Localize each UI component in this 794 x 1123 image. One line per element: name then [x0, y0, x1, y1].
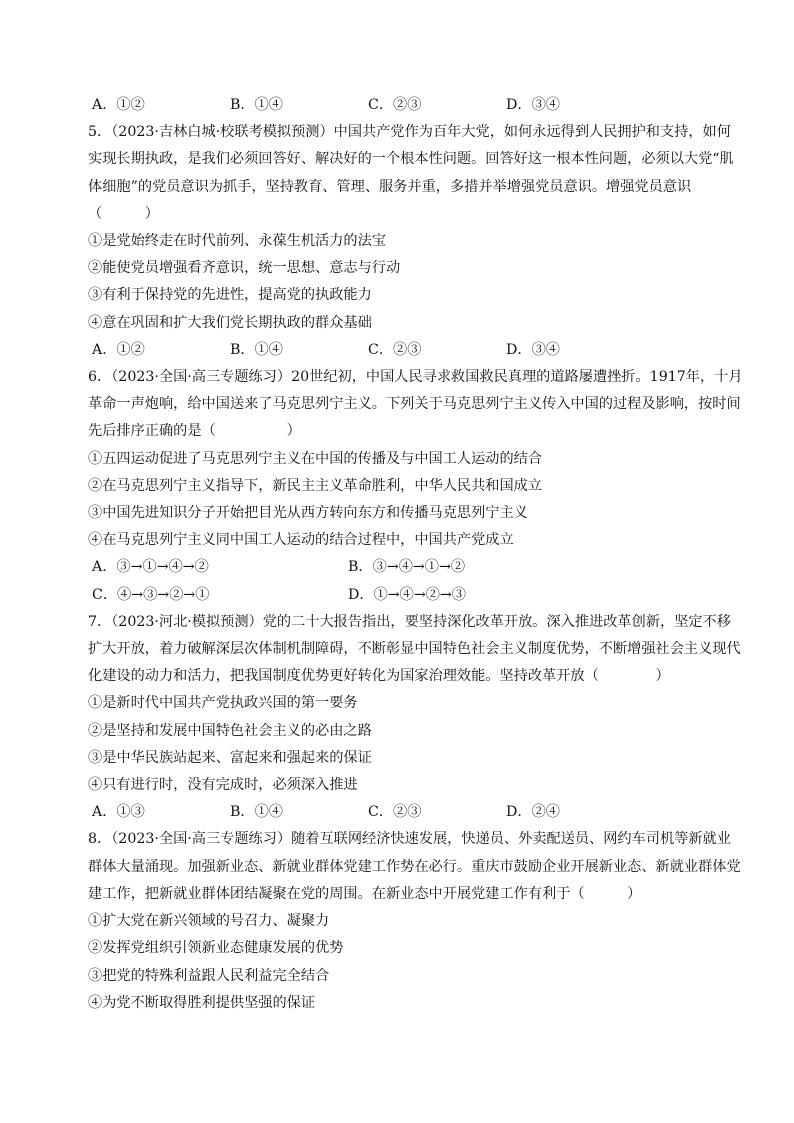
q6-choice-2: ②在马克思列宁主义指导下，新民主主义革命胜利，中华人民共和国成立	[88, 477, 543, 494]
question-7	[88, 609, 741, 827]
q5-choice-2: ②能使党员增强看齐意识，统一思想、意志与行动	[88, 260, 401, 277]
q6-options-row-2	[88, 582, 718, 609]
q8-choice-1: ①扩大党在新兴领域的号召力、凝聚力	[88, 913, 330, 930]
q5-stem-line: 5．（2023·吉林白城·校联考模拟预测）中国共产党作为百年大党，如何永远得到人民拥护和支持，如何	[88, 124, 731, 141]
q5-choice-3: ③有利于保持党的先进性，提高党的执政能力	[88, 287, 372, 304]
q7-choice-4: ④只有进行时，没有完成时，必须深入推进	[88, 777, 358, 794]
q6-stem-line: 6．（2023·全国·高三专题练习）20世纪初，中国人民寻求救国救民真理的道路屡遭挫折。1917年，十月	[88, 369, 743, 386]
q8-choice-4: ④为党不断取得胜利提供坚强的保证	[88, 994, 316, 1011]
q8-choice-2: ②发挥党组织引领新业态健康发展的优势	[88, 940, 344, 957]
question-8	[88, 826, 741, 1016]
q5-stem-line: （ ）	[88, 205, 159, 222]
q5-choice-4: ④意在巩固和扩大我们党长期执政的群众基础	[88, 314, 372, 331]
question-list	[88, 92, 743, 1017]
q7-choice-3: ③是中华民族站起来、富起来和强起来的保证	[88, 749, 372, 766]
option-a: A．③→①→④→②	[92, 559, 209, 576]
q7-options	[88, 799, 718, 826]
option-c: C．②③	[368, 804, 422, 821]
question-5	[88, 119, 734, 364]
q8-stem-line: 8．（2023·全国·高三专题练习）随着互联网经济快速发展，快递员、外卖配送员、网约车司机等新就业	[88, 831, 731, 848]
q7-stem-line: 化建设的动力和活力，把我国制度优势更好转化为国家治理效能。坚持改革开放（ ）	[88, 668, 670, 685]
q6-choice-4: ④在马克思列宁主义同中国工人运动的结合过程中，中国共产党成立	[88, 532, 514, 549]
q8-stem-line: 建工作，把新就业群体团结凝聚在党的周围。在新业态中开展党建工作有利于（ ）	[88, 885, 642, 902]
q6-stem-line: 先后排序正确的是（ ）	[88, 423, 301, 440]
option-b: B．①④	[230, 97, 283, 113]
option-d: D．①→④→②→③	[348, 586, 466, 603]
q8-choice-3: ③把党的特殊利益跟人民利益完全结合	[88, 967, 330, 984]
option-a: A．①②	[92, 341, 145, 358]
option-a: A．①③	[92, 804, 145, 821]
q6-choice-1: ①五四运动促进了马克思列宁主义在中国的传播及与中国工人运动的结合	[88, 450, 543, 467]
option-b: B．①④	[230, 341, 283, 358]
q5-stem-line: 体细胞”的党员意识为抓手，坚持教育、管理、服务并重，多措并举增强党员意识。增强党员意识	[88, 178, 692, 195]
option-d: D．③④	[506, 341, 560, 358]
q6-options-row-1	[88, 554, 718, 581]
option-d: D．③④	[506, 97, 560, 113]
q6-stem-line: 革命一声炮响，给中国送来了马克思列宁主义。下列关于马克思列宁主义传入中国的过程及影响，按时间	[88, 396, 741, 413]
option-c: C．②③	[368, 341, 422, 358]
option-b: B．③→④→①→②	[348, 559, 466, 576]
q7-stem-line: 扩大开放，着力破解深层次体制机制障碍，不断彰显中国特色社会主义制度优势，不断增强社会主义现代	[88, 641, 741, 658]
q7-choice-2: ②是坚持和发展中国特色社会主义的必由之路	[88, 722, 372, 739]
option-c: C．②③	[368, 97, 422, 113]
q5-options	[88, 337, 718, 364]
q7-choice-1: ①是新时代中国共产党执政兴国的第一要务	[88, 695, 358, 712]
q6-choice-3: ③中国先进知识分子开始把目光从西方转向东方和传播马克思列宁主义	[88, 505, 528, 522]
q7-stem-line: 7．（2023·河北·模拟预测）党的二十大报告指出，要坚持深化改革开放。深入推进改革创新，坚定不移	[88, 613, 731, 630]
q8-stem-line: 群体大量涌现。加强新业态、新就业群体党建工作势在必行。重庆市鼓励企业开展新业态、新就业群体党	[88, 858, 741, 875]
q4-options	[88, 92, 718, 119]
option-a: A．①②	[92, 97, 145, 113]
option-c: C．④→③→②→①	[92, 586, 210, 603]
option-d: D．②④	[506, 804, 560, 821]
option-b: B．①④	[230, 804, 283, 821]
q5-choice-1: ①是党始终走在时代前列、永葆生机活力的法宝	[88, 233, 386, 250]
question-6	[88, 364, 743, 609]
q5-stem-line: 实现长期执政，是我们必须回答好、解决好的一个根本性问题。回答好这一根本性问题，必须以大党“肌	[88, 151, 734, 168]
